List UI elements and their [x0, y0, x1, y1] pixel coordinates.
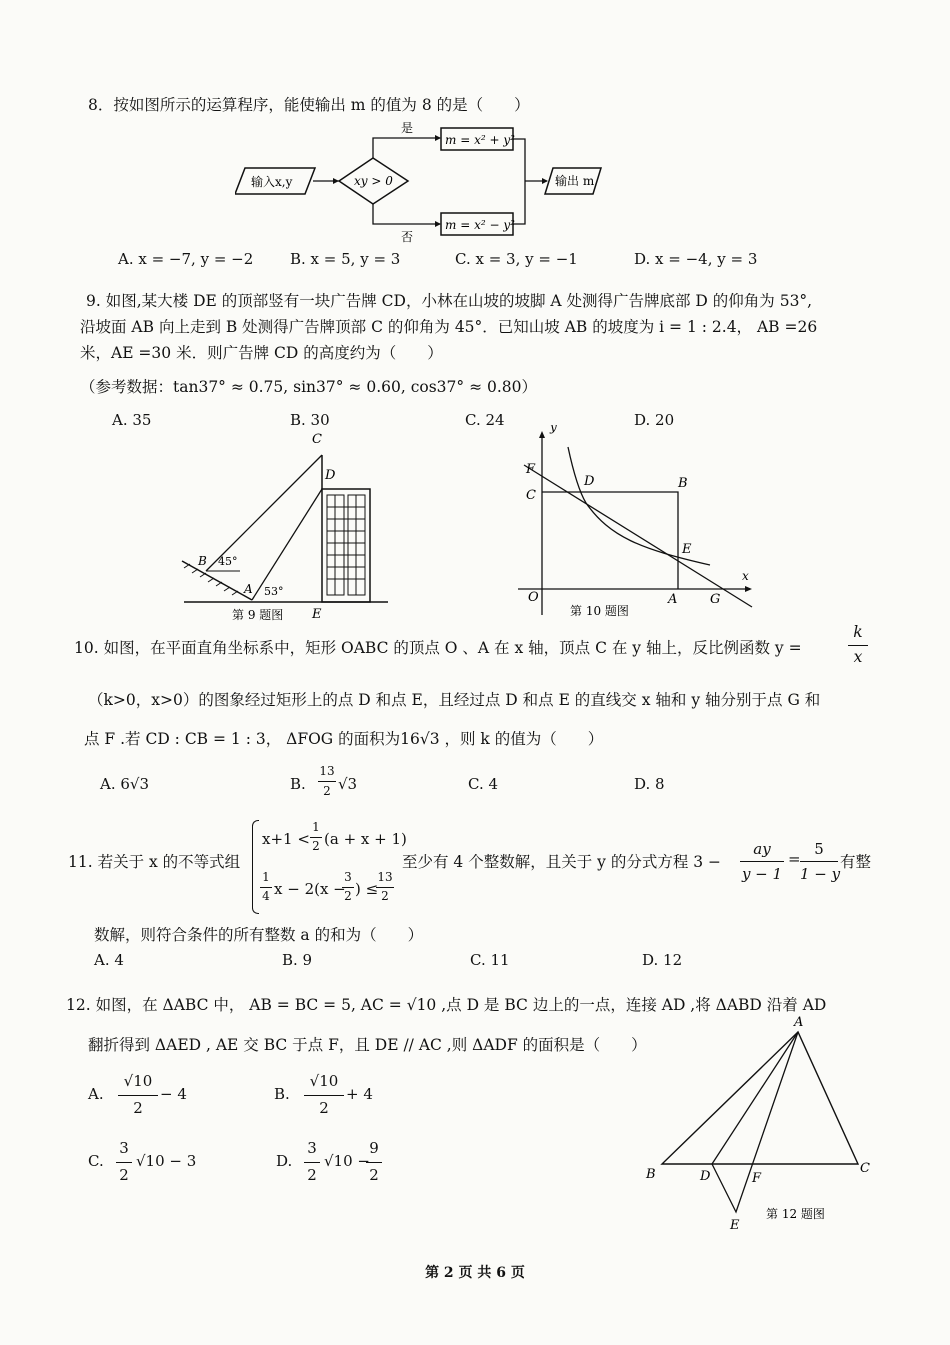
q11-line2: 数解，则符合条件的所有整数 a 的和为（ ） — [94, 926, 424, 944]
q12-option-c-den: 2 — [119, 1166, 129, 1184]
q11-ineq2-mid: x − 2(x − — [274, 880, 346, 898]
fig12-label-c: C — [860, 1161, 870, 1176]
q12-option-d-bar2 — [366, 1162, 382, 1163]
y-axis-arrow — [539, 431, 545, 438]
q12-option-d-den: 2 — [307, 1166, 317, 1184]
fig9-label-b: B — [198, 554, 207, 568]
page-footer: 第 2 页 共 6 页 — [425, 1265, 525, 1281]
fig12-caption: 第 12 题图 — [766, 1207, 825, 1221]
q10-line3: 点 F .若 CD : CB = 1 : 3， ΔFOG 的面积为16√3 ，则 k 的值为（ ） — [84, 730, 604, 748]
sight-line-ad — [252, 489, 322, 600]
fig12-label-b: B — [646, 1167, 656, 1182]
fig9-label-c: C — [312, 432, 322, 447]
fig10-label-d: D — [584, 474, 595, 489]
q12-option-a-tail: − 4 — [160, 1085, 187, 1103]
fig10-label-e: E — [682, 542, 692, 557]
q11-option-d: D. 12 — [642, 951, 683, 969]
fig10-label-o: O — [528, 590, 539, 605]
q11-eq-den1: y − 1 — [741, 865, 783, 883]
q11-ineq2-a-num: 1 — [262, 870, 270, 884]
flow-arrowhead — [542, 178, 548, 184]
q11-mid: 至少有 4 个整数解，且关于 y 的分式方程 3 − — [402, 853, 722, 871]
q11-eq-num1: ay — [753, 840, 771, 858]
fig12-label-a: A — [794, 1015, 804, 1030]
fig10-label-g: G — [710, 592, 721, 607]
q11-ineq2-b-den: 2 — [344, 889, 352, 903]
q12-option-d-num: 3 — [307, 1139, 317, 1157]
fig12-label-f: F — [752, 1171, 762, 1186]
q8-option-d: D. x = −4, y = 3 — [634, 250, 758, 268]
rectangle-oabc — [542, 492, 678, 589]
q10-frac-den: x — [853, 648, 863, 666]
q11-brace — [252, 820, 259, 914]
q9-option-a: A. 35 — [112, 411, 152, 429]
q11-ineq2-le: ) ≤ — [355, 880, 379, 898]
q10-option-c: C. 4 — [468, 775, 499, 793]
q10-option-b-tail: √3 — [338, 775, 358, 793]
q9-line2: 沿坡面 AB 向上走到 B 处测得广告牌顶部 C 的仰角为 45°．已知山坡 AB 的坡度为 i = 1 : 2.4， AB =26 — [80, 318, 818, 336]
fig12-label-e: E — [730, 1218, 740, 1233]
flow-arrowhead — [435, 135, 441, 141]
flow-no-label: 否 — [401, 230, 414, 244]
flow-no-formula: m = x² − y² — [445, 218, 515, 232]
fig9-caption: 第 9 题图 — [232, 608, 284, 622]
q12-option-b-label: B. — [274, 1085, 290, 1103]
q11-option-c: C. 11 — [470, 951, 510, 969]
q12-option-b-den: 2 — [319, 1099, 329, 1117]
q8-option-c: C. x = 3, y = −1 — [455, 250, 578, 268]
flow-output-text: 输出 m — [555, 174, 595, 188]
q8-option-a: A. x = −7, y = −2 — [118, 250, 254, 268]
q12-option-d-num2: 9 — [369, 1139, 379, 1157]
fig10-label-x: x — [742, 569, 749, 583]
q12-option-c-tail: √10 − 3 — [136, 1152, 197, 1170]
q11-tail: 有整 — [840, 853, 872, 871]
q11-ineq2-c-num: 13 — [377, 870, 393, 884]
fig10-label-y: y — [550, 425, 557, 434]
segment-ad — [712, 1032, 798, 1164]
x-axis-arrow — [745, 586, 752, 592]
fig10-caption: 第 10 题图 — [570, 604, 629, 618]
q11-option-b: B. 9 — [282, 951, 313, 969]
q11-ineq2-a-bar — [260, 887, 272, 888]
q9-line3: 米，AE =30 米．则广告牌 CD 的高度约为（ ） — [80, 344, 443, 362]
q11-ineq2-b-num: 3 — [344, 870, 352, 884]
q9-option-c: C. 24 — [465, 411, 505, 429]
q11-ineq2-a-den: 4 — [262, 889, 270, 903]
figure-10 — [510, 425, 760, 620]
q10-option-b-label: B. — [290, 775, 306, 793]
sight-line-bc — [206, 455, 322, 571]
q12-option-d-mid: √10 − — [324, 1152, 370, 1170]
q11-ineq1-bar — [310, 837, 322, 838]
q10-option-b-den: 2 — [323, 784, 331, 798]
q12-option-d-bar — [304, 1162, 320, 1163]
fig9-label-a: A — [244, 582, 253, 596]
q11-ineq2-c-bar — [376, 887, 394, 888]
fig12-label-d: D — [700, 1169, 711, 1184]
q12-option-d-label: D. — [276, 1152, 293, 1170]
q12-option-c-bar — [116, 1162, 132, 1163]
q12-line2: 翻折得到 ΔAED , AE 交 BC 于点 F，且 DE // AC ,则 ΔADF 的面积是（ ） — [88, 1036, 647, 1054]
flow-merge-line — [513, 139, 525, 224]
q11-ineq1-den: 2 — [312, 839, 320, 853]
q11-eq-den2: 1 − y — [800, 865, 841, 883]
q12-option-b-bar — [304, 1095, 344, 1096]
q10-option-b-num: 13 — [319, 764, 335, 778]
q12-option-a-bar — [118, 1095, 158, 1096]
figure-9 — [170, 425, 400, 625]
flow-yes-line — [373, 138, 440, 158]
building-windows — [327, 495, 365, 595]
q11-ineq2-c-den: 2 — [381, 889, 389, 903]
fig10-label-f: F — [526, 462, 536, 477]
q10-option-b-bar — [318, 781, 336, 782]
q10-frac-bar — [848, 645, 868, 646]
q12-option-c-num: 3 — [119, 1139, 129, 1157]
fig9-label-d: D — [325, 468, 336, 483]
flow-arrowhead — [435, 221, 441, 227]
q11-option-a: A. 4 — [94, 951, 124, 969]
q12-option-a-den: 2 — [133, 1099, 143, 1117]
q11-eq-num2: 5 — [814, 840, 824, 858]
fig9-label-e: E — [312, 607, 322, 622]
q12-line1: 12. 如图，在 ΔABC 中， AB = BC = 5, AC = √10 ,点 D 是 BC 边上的一点，连接 AD ,将 ΔABD 沿着 AD — [66, 996, 827, 1014]
q10-option-d: D. 8 — [634, 775, 665, 793]
slope-line — [182, 561, 252, 600]
q9-line1: 9. 如图,某大楼 DE 的顶部竖有一块广告牌 CD，小林在山坡的坡脚 A 处测得广告牌底部 D 的仰角为 53°, — [86, 292, 813, 310]
q11-lead: 11. 若关于 x 的不等式组 — [68, 853, 241, 871]
figure-12 — [640, 1012, 880, 1237]
q8-flowchart — [235, 118, 605, 248]
q12-option-a-label: A. — [88, 1085, 104, 1103]
q11-eq-equals: = — [788, 850, 801, 868]
flow-yes-formula: m = x² + y² — [445, 133, 515, 147]
flow-decision-text: xy > 0 — [354, 174, 393, 188]
q10-option-a: A. 6√3 — [100, 775, 150, 793]
q11-ineq2-b-bar — [342, 887, 354, 888]
q10-line2: （k>0，x>0）的图象经过矩形上的点 D 和点 E，且经过点 D 和点 E 的直线交 x 轴和 y 轴分别于点 G 和 — [88, 691, 821, 709]
q12-option-d-den2: 2 — [369, 1166, 379, 1184]
fig9-angle-45: 45° — [218, 555, 238, 568]
building-de — [322, 489, 370, 602]
fig9-angle-53: 53° — [264, 585, 284, 598]
q10-line1: 10. 如图，在平面直角坐标系中，矩形 OABC 的顶点 O 、A 在 x 轴，顶点 C 在 y 轴上，反比例函数 y = — [74, 639, 802, 657]
q12-option-b-tail: + 4 — [346, 1085, 373, 1103]
q9-reference: （参考数据：tan37° ≈ 0.75, sin37° ≈ 0.60, cos37° ≈ 0.80） — [80, 378, 538, 396]
flow-input-text: 输入x,y — [251, 175, 293, 189]
fig10-label-b: B — [678, 476, 688, 491]
q11-ineq1-num: 1 — [312, 820, 320, 834]
q8-stem: 8．按如图所示的运算程序，能使输出 m 的值为 8 的是（ ） — [88, 96, 530, 114]
line-fg — [524, 465, 752, 607]
fig10-label-a: A — [668, 592, 678, 607]
q11-ineq1-left: x+1 < — [262, 830, 310, 848]
q11-ineq1-right: (a + x + 1) — [324, 830, 407, 848]
q12-option-a-num: √10 — [123, 1072, 153, 1090]
q12-option-b-num: √10 — [309, 1072, 339, 1090]
q12-option-c-label: C. — [88, 1152, 104, 1170]
q9-option-d: D. 20 — [634, 411, 675, 429]
flow-yes-label: 是 — [401, 121, 414, 135]
q11-eq-bar2 — [800, 861, 838, 862]
q9-option-b: B. 30 — [290, 411, 330, 429]
q11-eq-bar1 — [740, 861, 784, 862]
fig10-label-c: C — [526, 488, 536, 503]
flow-no-line — [373, 204, 440, 224]
q10-frac-num: k — [853, 623, 863, 641]
q8-option-b: B. x = 5, y = 3 — [290, 250, 401, 268]
